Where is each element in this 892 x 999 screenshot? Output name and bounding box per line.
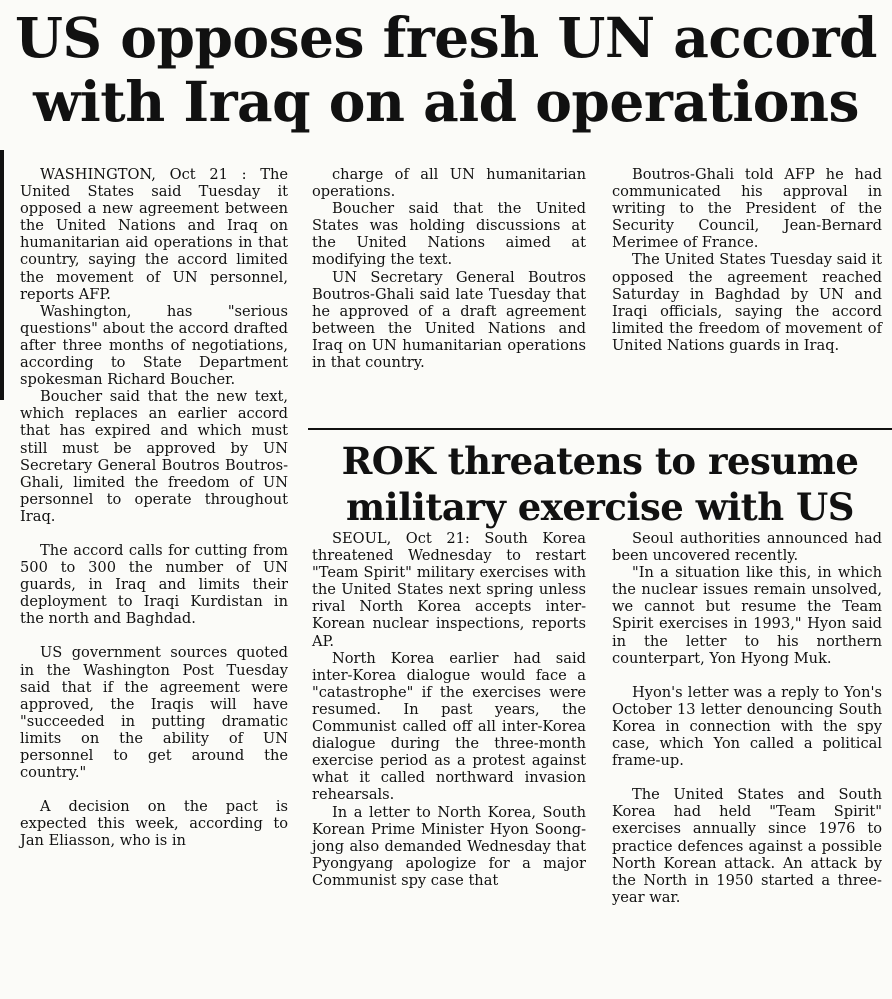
article2-paragraph: SEOUL, Oct 21: South Korea threatened Wednesday to restart "Team Spirit" military exercises with the United States next spring unless rival North Korea accepts inter-Korean nuclear inspections, reports AP. bbox=[312, 530, 586, 650]
article1-paragraph: Boutros-Ghali told AFP he had communicated his approval in writing to the President of the Security Council, Jean-Bernard Merimee of France. bbox=[612, 166, 882, 252]
article1-paragraph: US government sources quoted in the Washington Post Tuesday said that if the agreement were approved, the Iraqis will have "succeeded in putting dramatic limits on the ability of UN personnel to get around the country." bbox=[20, 644, 288, 782]
article1-paragraph: The accord calls for cutting from 500 to 300 the number of UN guards, in Iraq and limits their deployment to Iraqi Kurdistan in the north and Baghdad. bbox=[20, 541, 288, 628]
article2-headline-line1: ROK threatens to resume bbox=[341, 439, 859, 483]
article2-paragraph: "In a situation like this, in which the nuclear issues remain unsolved, we cannot but resume the Team Spirit exercises in 1993," Hyon said in the letter to his northern counterpart, Yon Hyong Muk. bbox=[612, 564, 882, 667]
article1-column-3 bbox=[612, 166, 882, 354]
article1-paragraph: UN Secretary General Boutros Boutros-Ghali said late Tuesday that he approved of a draft agreement between the United Nations and Iraq on UN humanitarian operations in that country. bbox=[312, 268, 586, 372]
article1-paragraph: Boucher said that the new text, which replaces an earlier accord that has expired and which must still must be approved by UN Secretary General Boutros Boutros-Ghali, limited the freedom of UN personnel to operate throughout Iraq. bbox=[20, 388, 288, 525]
article2-paragraph: In a letter to North Korea, South Korean Prime Minister Hyon Soong-jong also demanded Wednesday that Pyongyang apologize for a major Communist spy case that bbox=[312, 803, 586, 889]
article1-column-2 bbox=[312, 166, 586, 371]
article2-paragraph: Seoul authorities announced had been uncovered recently. bbox=[612, 530, 882, 565]
article1-column-1 bbox=[20, 166, 288, 849]
article2-paragraph: Hyon's letter was a reply to Yon's October 13 letter denouncing South Korea in connection with the spy case, which Yon called a political frame-up. bbox=[612, 683, 882, 770]
article1-paragraph: WASHINGTON, Oct 21 : The United States said Tuesday it opposed a new agreement between the United Nations and Iraq on humanitarian aid operations in that country, saying the accord limited the movement of UN personnel, reports AFP. bbox=[20, 166, 288, 303]
article1-headline-line2: with Iraq on aid operations bbox=[33, 69, 859, 134]
article-divider-rule bbox=[308, 428, 892, 430]
article1-headline-line1: US opposes fresh UN accord bbox=[14, 5, 878, 70]
page-edge-rule bbox=[0, 150, 4, 400]
article2-column-1 bbox=[312, 530, 586, 889]
article1-paragraph: The United States Tuesday said it opposed the agreement reached Saturday in Baghdad by UN and Iraqi officials, saying the accord limited the freedom of movement of United Nations guards in Iraq. bbox=[612, 251, 883, 354]
article1-paragraph: charge of all UN humanitarian operations. bbox=[312, 166, 586, 201]
article1-paragraph: A decision on the pact is expected this week, according to Jan Eliasson, who is in bbox=[20, 798, 288, 850]
article1-paragraph: Washington, has "serious questions" about the accord drafted after three months of negotiations, according to State Department spokesman Richard Boucher. bbox=[20, 302, 288, 389]
article1-headline bbox=[0, 6, 892, 134]
article2-paragraph: The United States and South Korea had held "Team Spirit" exercises annually since 1976 to practice defences against a possible North Korean attack. An attack by the North in 1950 started a three-year war. bbox=[612, 786, 882, 906]
article2-column-2 bbox=[612, 530, 882, 906]
article1-paragraph: Boucher said that the United States was holding discussions at the United Nations aimed at modifying the text. bbox=[312, 200, 586, 269]
article2-headline-line2: military exercise with US bbox=[346, 485, 854, 529]
article2-headline bbox=[308, 438, 892, 530]
article2-paragraph: North Korea earlier had said inter-Korea dialogue would face a "catastrophe" if the exercises were resumed. In past years, the Communist called off all inter-Korea dialogue during the three-month exercise period as a protest against what it called northward invasion rehearsals. bbox=[312, 649, 586, 804]
